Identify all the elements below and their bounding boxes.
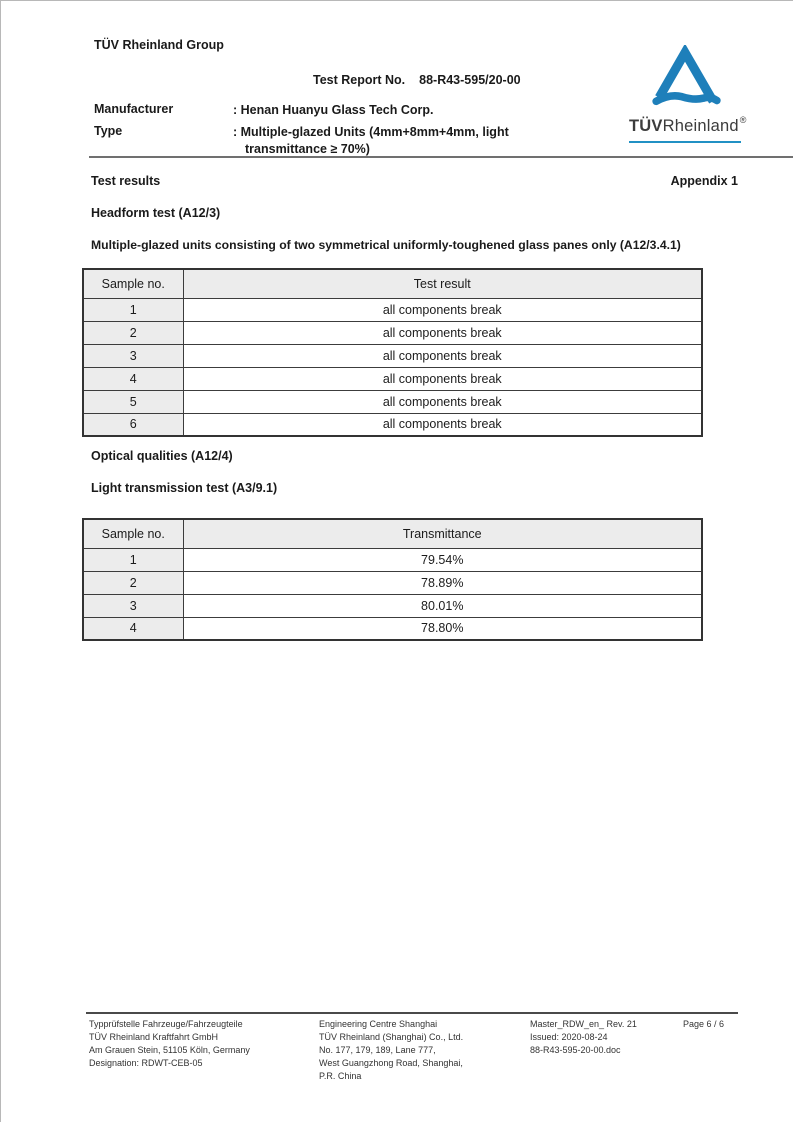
optical-qualities-heading: Optical qualities (A12/4): [91, 449, 233, 463]
result-cell: all components break: [183, 321, 702, 344]
sample-no-cell: 3: [83, 594, 183, 617]
headform-results-table: [82, 268, 703, 437]
transmittance-cell: 80.01%: [183, 594, 702, 617]
sample-no-cell: 1: [83, 298, 183, 321]
table-row: [83, 321, 702, 344]
result-cell: all components break: [183, 413, 702, 436]
result-cell: all components break: [183, 367, 702, 390]
transmittance-cell: 78.80%: [183, 617, 702, 640]
tuv-rheinland-logo: [629, 41, 747, 143]
logo-underline: [629, 141, 741, 143]
section-title: Test results: [91, 174, 161, 188]
sample-no-cell: 6: [83, 413, 183, 436]
registered-mark: ®: [739, 115, 747, 125]
footer-divider: [86, 1012, 738, 1014]
footer-line: Typprüfstelle Fahrzeuge/Fahrzeugteile: [89, 1019, 243, 1029]
result-cell: all components break: [183, 298, 702, 321]
table-header-row: [83, 269, 702, 298]
footer-line: West Guangzhong Road, Shanghai,: [319, 1058, 463, 1068]
footer-centre-address: [319, 1018, 524, 1083]
footer-line: Master_RDW_en_ Rev. 21: [530, 1019, 637, 1029]
footer-line: Designation: RDWT-CEB-05: [89, 1058, 203, 1068]
footer-line: Am Grauen Stein, 51105 Köln, Germany: [89, 1045, 250, 1055]
table-row: [83, 548, 702, 571]
table-row: [83, 390, 702, 413]
table-header-cell: Test result: [183, 269, 702, 298]
report-number-line: [313, 73, 521, 87]
manufacturer-value: : Henan Huanyu Glass Tech Corp.: [233, 103, 434, 117]
transmittance-cell: 78.89%: [183, 571, 702, 594]
light-transmission-heading: Light transmission test (A3/9.1): [91, 481, 278, 495]
table-row: [83, 617, 702, 640]
table-header-cell: Sample no.: [83, 519, 183, 548]
manufacturer-label: Manufacturer: [94, 102, 174, 116]
type-value: : Multiple-glazed Units (4mm+8mm+4mm, light transmittance ≥ 70%): [233, 125, 509, 156]
sample-no-cell: 1: [83, 548, 183, 571]
table-row: [83, 367, 702, 390]
logo-triangle-icon: [647, 45, 723, 115]
table-row: [83, 571, 702, 594]
footer-line: TÜV Rheinland (Shanghai) Co., Ltd.: [319, 1032, 464, 1042]
footer-page-number: [683, 1018, 773, 1031]
logo-wordmark: [629, 115, 747, 136]
transmittance-table: [82, 518, 703, 641]
report-no-value: 88-R43-595/20-00: [419, 73, 521, 87]
table-row: [83, 344, 702, 367]
sample-no-cell: 4: [83, 367, 183, 390]
sample-no-cell: 3: [83, 344, 183, 367]
footer-line: Issued: 2020-08-24: [530, 1032, 608, 1042]
logo-rheinland-text: Rheinland: [662, 117, 739, 135]
result-cell: all components break: [183, 390, 702, 413]
appendix-label: Appendix 1: [670, 174, 738, 188]
table-row: [83, 298, 702, 321]
result-cell: all components break: [183, 344, 702, 367]
footer-line: TÜV Rheinland Kraftfahrt GmbH: [89, 1032, 219, 1042]
transmittance-cell: 79.54%: [183, 548, 702, 571]
sample-no-cell: 5: [83, 390, 183, 413]
sample-no-cell: 2: [83, 571, 183, 594]
footer-line: 88-R43-595-20-00.doc: [530, 1045, 621, 1055]
table-header-row: [83, 519, 702, 548]
footer-lab-address: [89, 1018, 314, 1070]
footer-doc-info: [530, 1018, 680, 1057]
headform-test-heading: Headform test (A12/3): [91, 206, 221, 220]
headform-subheading: Multiple-glazed units consisting of two symmetrical uniformly-toughened glass panes only (A12/3.4.1): [91, 238, 681, 252]
sample-no-cell: 2: [83, 321, 183, 344]
table-row: [83, 413, 702, 436]
table-header-cell: Transmittance: [183, 519, 702, 548]
footer-line: Page 6 / 6: [683, 1019, 725, 1029]
sample-no-cell: 4: [83, 617, 183, 640]
table-row: [83, 594, 702, 617]
footer-line: P.R. China: [319, 1071, 362, 1081]
report-no-label: Test Report No.: [313, 73, 406, 87]
type-label: Type: [94, 124, 123, 138]
footer-line: Engineering Centre Shanghai: [319, 1019, 438, 1029]
footer-line: No. 177, 179, 189, Lane 777,: [319, 1045, 436, 1055]
table-header-cell: Sample no.: [83, 269, 183, 298]
logo-tuv-text: TÜV: [629, 117, 663, 135]
header-divider: [89, 156, 793, 158]
company-name: TÜV Rheinland Group: [94, 38, 224, 52]
